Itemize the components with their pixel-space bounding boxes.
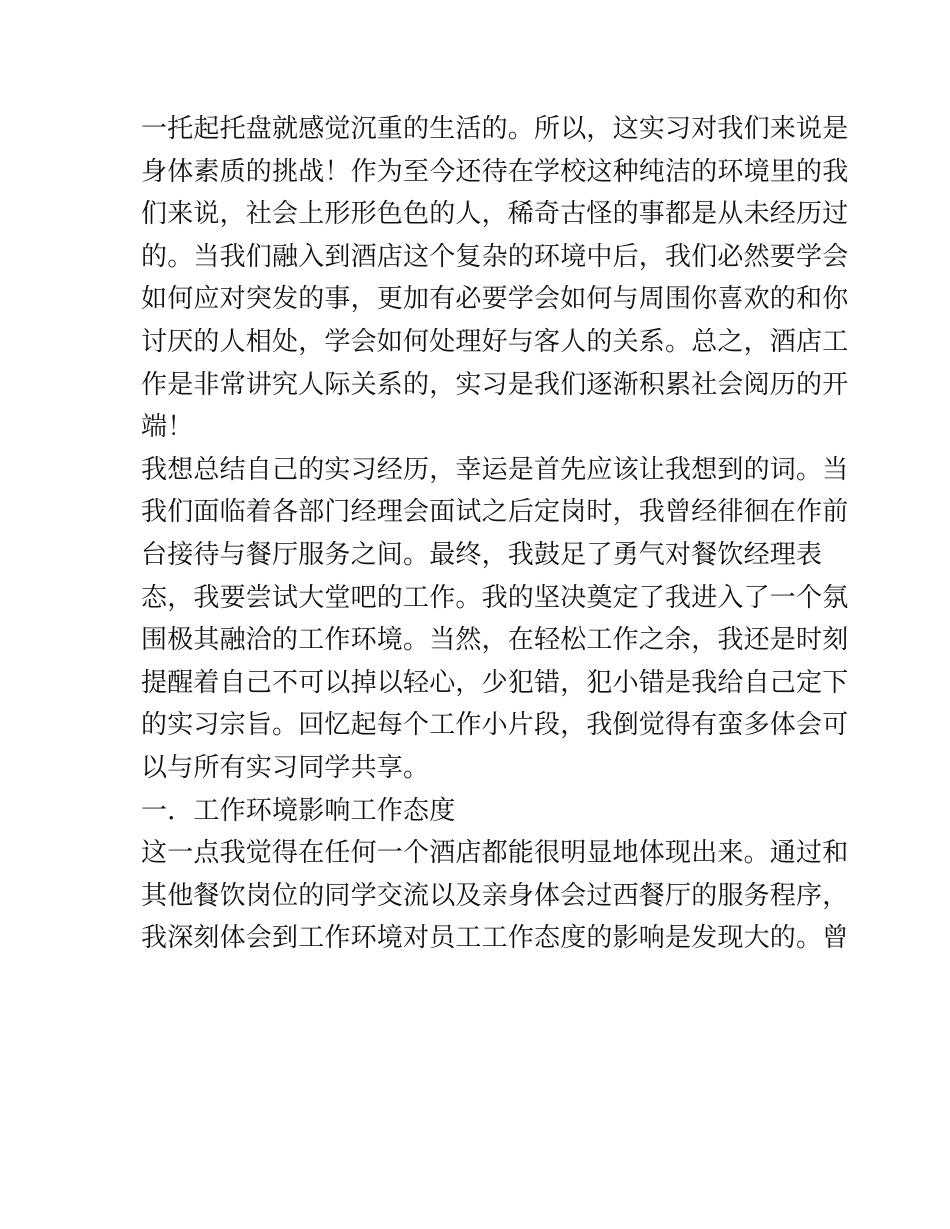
text-line: 提醒着自己不可以掉以轻心，少犯错，犯小错是我给自己定下 [141, 667, 849, 698]
text-line: 围极其融洽的工作环境。当然，在轻松工作之余，我还是时刻 [141, 625, 849, 656]
text-line: 端！ [141, 412, 194, 443]
text-line: 的实习宗旨。回忆起每个工作小片段，我倒觉得有蛮多体会可 [141, 710, 849, 741]
text-line: 这一点我觉得在任何一个酒店都能很明显地体现出来。通过和 [141, 838, 849, 869]
text-line: 的。当我们融入到酒店这个复杂的环境中后，我们必然要学会 [141, 241, 849, 272]
text-line: 作是非常讲究人际关系的，实习是我们逐渐积累社会阅历的开 [141, 369, 849, 400]
text-line: 其他餐饮岗位的同学交流以及亲身体会过西餐厅的服务程序， [141, 880, 849, 911]
section-heading: 一．工作环境影响工作态度 [141, 795, 456, 826]
text-line: 我们面临着各部门经理会面试之后定岗时，我曾经徘徊在作前 [141, 497, 849, 528]
text-line: 态，我要尝试大堂吧的工作。我的坚决奠定了我进入了一个氛 [141, 582, 849, 613]
text-line: 台接待与餐厅服务之间。最终，我鼓足了勇气对餐饮经理表 [141, 539, 823, 570]
text-line: 身体素质的挑战！作为至今还待在学校这种纯洁的环境里的我 [141, 156, 849, 187]
document-body [141, 108, 849, 960]
text-line: 们来说，社会上形形色色的人，稀奇古怪的事都是从未经历过 [141, 199, 849, 230]
text-line: 我想总结自己的实习经历，幸运是首先应该让我想到的词。当 [141, 454, 849, 485]
text-line: 如何应对突发的事，更加有必要学会如何与周围你喜欢的和你 [141, 284, 849, 315]
text-line: 一托起托盘就感觉沉重的生活的。所以，这实习对我们来说是 [141, 114, 849, 144]
text-line: 讨厌的人相处，学会如何处理好与客人的关系。总之，酒店工 [141, 326, 849, 357]
text-line: 以与所有实习同学共享。 [141, 752, 430, 783]
text-line: 我深刻体会到工作环境对员工工作态度的影响是发现大的。曾 [141, 923, 849, 954]
